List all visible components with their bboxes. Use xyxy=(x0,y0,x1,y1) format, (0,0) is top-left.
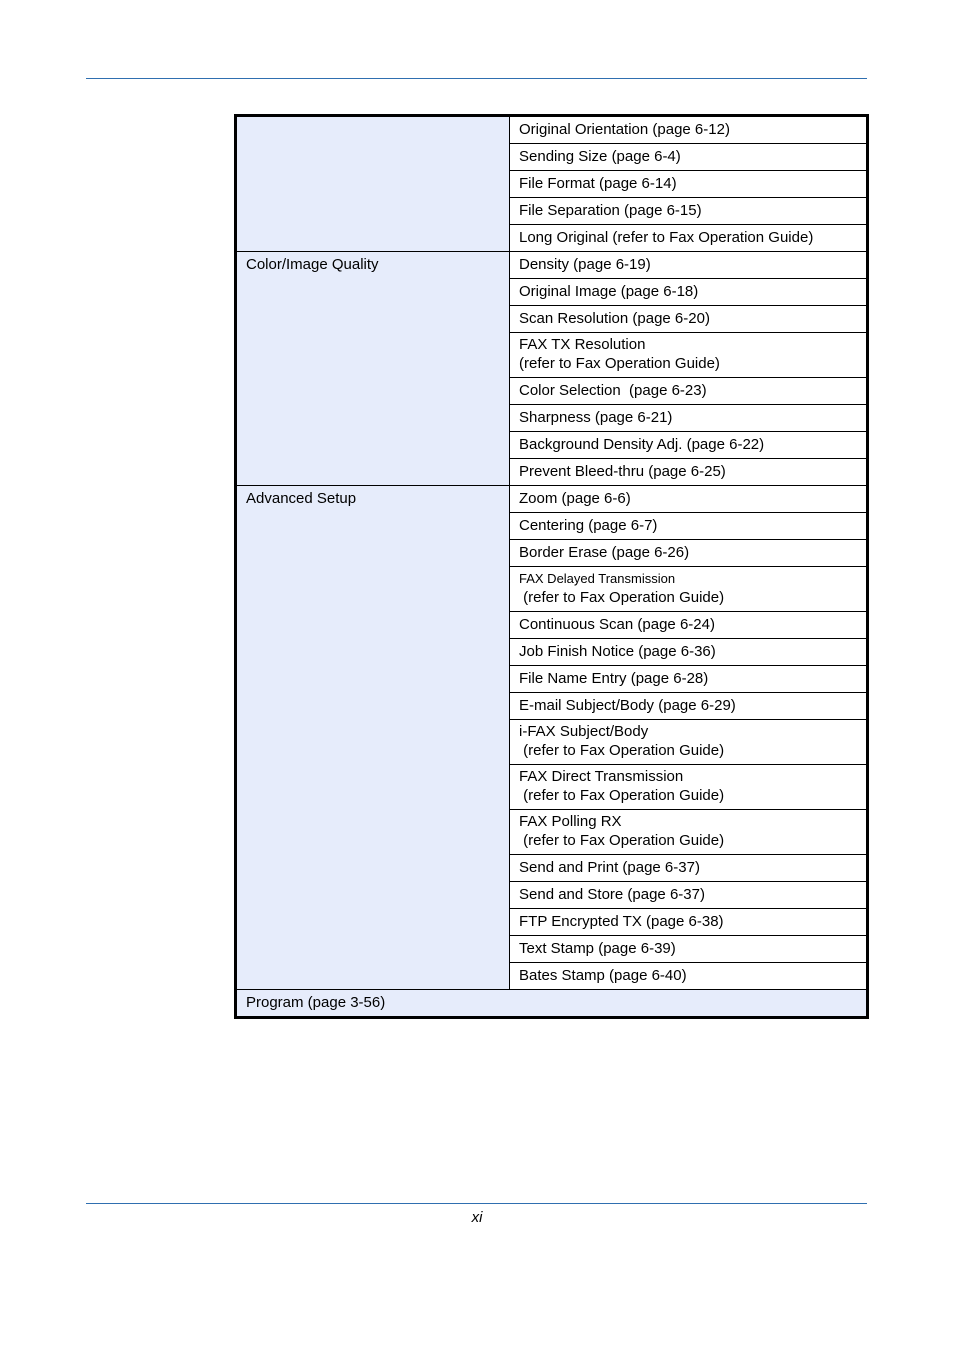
menu-item-line: Centering (page 6-7) xyxy=(519,517,658,534)
page-number: xi xyxy=(471,1209,483,1226)
menu-item-line: Bates Stamp (page 6-40) xyxy=(519,967,687,984)
menu-item-cell xyxy=(510,405,868,432)
table-row-footer xyxy=(236,990,868,1018)
menu-item-line: Send and Store (page 6-37) xyxy=(519,886,705,903)
menu-item-line: FAX Direct Transmission xyxy=(519,768,684,785)
menu-item-cell xyxy=(510,198,868,225)
menu-item-cell xyxy=(510,513,868,540)
menu-item-cell xyxy=(510,333,868,378)
menu-item-line: Text Stamp (page 6-39) xyxy=(519,940,676,957)
menu-item-cell xyxy=(510,639,868,666)
table-row xyxy=(236,486,868,513)
menu-item-line: Original Image (page 6-18) xyxy=(519,283,699,300)
menu-item-line: Prevent Bleed-thru (page 6-25) xyxy=(519,463,726,480)
menu-item-cell xyxy=(510,432,868,459)
menu-item-cell xyxy=(510,567,868,612)
menu-item-line: (refer to Fax Operation Guide) xyxy=(519,787,725,804)
menu-item-cell xyxy=(510,909,868,936)
menu-item-line: File Format (page 6-14) xyxy=(519,175,677,192)
table-row xyxy=(236,252,868,279)
menu-item-cell xyxy=(510,252,868,279)
menu-item-cell xyxy=(510,963,868,990)
menu-item-cell xyxy=(510,144,868,171)
menu-item-cell xyxy=(510,279,868,306)
header-rule xyxy=(86,78,867,79)
menu-item-cell xyxy=(510,936,868,963)
menu-item-line: FAX Polling RX xyxy=(519,813,622,830)
menu-item-line: Background Density Adj. (page 6-22) xyxy=(519,436,765,453)
menu-item-line: Long Original (refer to Fax Operation Guide) xyxy=(519,229,814,246)
menu-item-line: Color Selection (page 6-23) xyxy=(519,382,707,399)
category-cell: Advanced Setup xyxy=(236,486,510,990)
menu-item-cell xyxy=(510,306,868,333)
menu-item-line: FAX TX Resolution xyxy=(519,336,646,353)
menu-item-cell xyxy=(510,612,868,639)
menu-item-line: File Name Entry (page 6-28) xyxy=(519,670,709,687)
menu-item-line: Continuous Scan (page 6-24) xyxy=(519,616,715,633)
menu-item-line: Send and Print (page 6-37) xyxy=(519,859,700,876)
category-cell: Color/Image Quality xyxy=(236,252,510,486)
program-footer-cell: Program (page 3-56) xyxy=(236,990,868,1018)
send-menu-table xyxy=(234,114,869,1019)
menu-item-line: Border Erase (page 6-26) xyxy=(519,544,690,561)
menu-item-line: Sharpness (page 6-21) xyxy=(519,409,673,426)
menu-item-cell xyxy=(510,810,868,855)
menu-item-cell xyxy=(510,693,868,720)
menu-item-cell xyxy=(510,486,868,513)
menu-item-line: i-FAX Subject/Body xyxy=(519,723,649,740)
menu-item-line: (refer to Fax Operation Guide) xyxy=(519,589,725,606)
menu-item-cell xyxy=(510,666,868,693)
menu-item-line: (refer to Fax Operation Guide) xyxy=(519,355,720,372)
menu-item-cell xyxy=(510,378,868,405)
menu-item-line: Original Orientation (page 6-12) xyxy=(519,121,730,138)
menu-item-line: Density (page 6-19) xyxy=(519,256,651,273)
menu-item-line: Scan Resolution (page 6-20) xyxy=(519,310,710,327)
menu-item-cell xyxy=(510,171,868,198)
menu-item-cell xyxy=(510,720,868,765)
menu-item-cell xyxy=(510,765,868,810)
menu-item-line: FTP Encrypted TX (page 6-38) xyxy=(519,913,724,930)
menu-item-cell xyxy=(510,225,868,252)
menu-item-cell xyxy=(510,459,868,486)
menu-item-cell xyxy=(510,116,868,144)
menu-item-line: Job Finish Notice (page 6-36) xyxy=(519,643,716,660)
menu-item-cell xyxy=(510,882,868,909)
category-cell xyxy=(236,116,510,252)
menu-item-line: Zoom (page 6-6) xyxy=(519,490,631,507)
table-row xyxy=(236,116,868,144)
menu-item-line: (refer to Fax Operation Guide) xyxy=(519,832,725,849)
menu-item-line: E-mail Subject/Body (page 6-29) xyxy=(519,697,736,714)
menu-item-line: FAX Delayed Transmission xyxy=(519,571,676,586)
menu-item-cell xyxy=(510,855,868,882)
footer-rule xyxy=(86,1203,867,1204)
menu-item-line: (refer to Fax Operation Guide) xyxy=(519,742,725,759)
menu-item-line: Sending Size (page 6-4) xyxy=(519,148,681,165)
menu-item-cell xyxy=(510,540,868,567)
menu-item-line: File Separation (page 6-15) xyxy=(519,202,702,219)
